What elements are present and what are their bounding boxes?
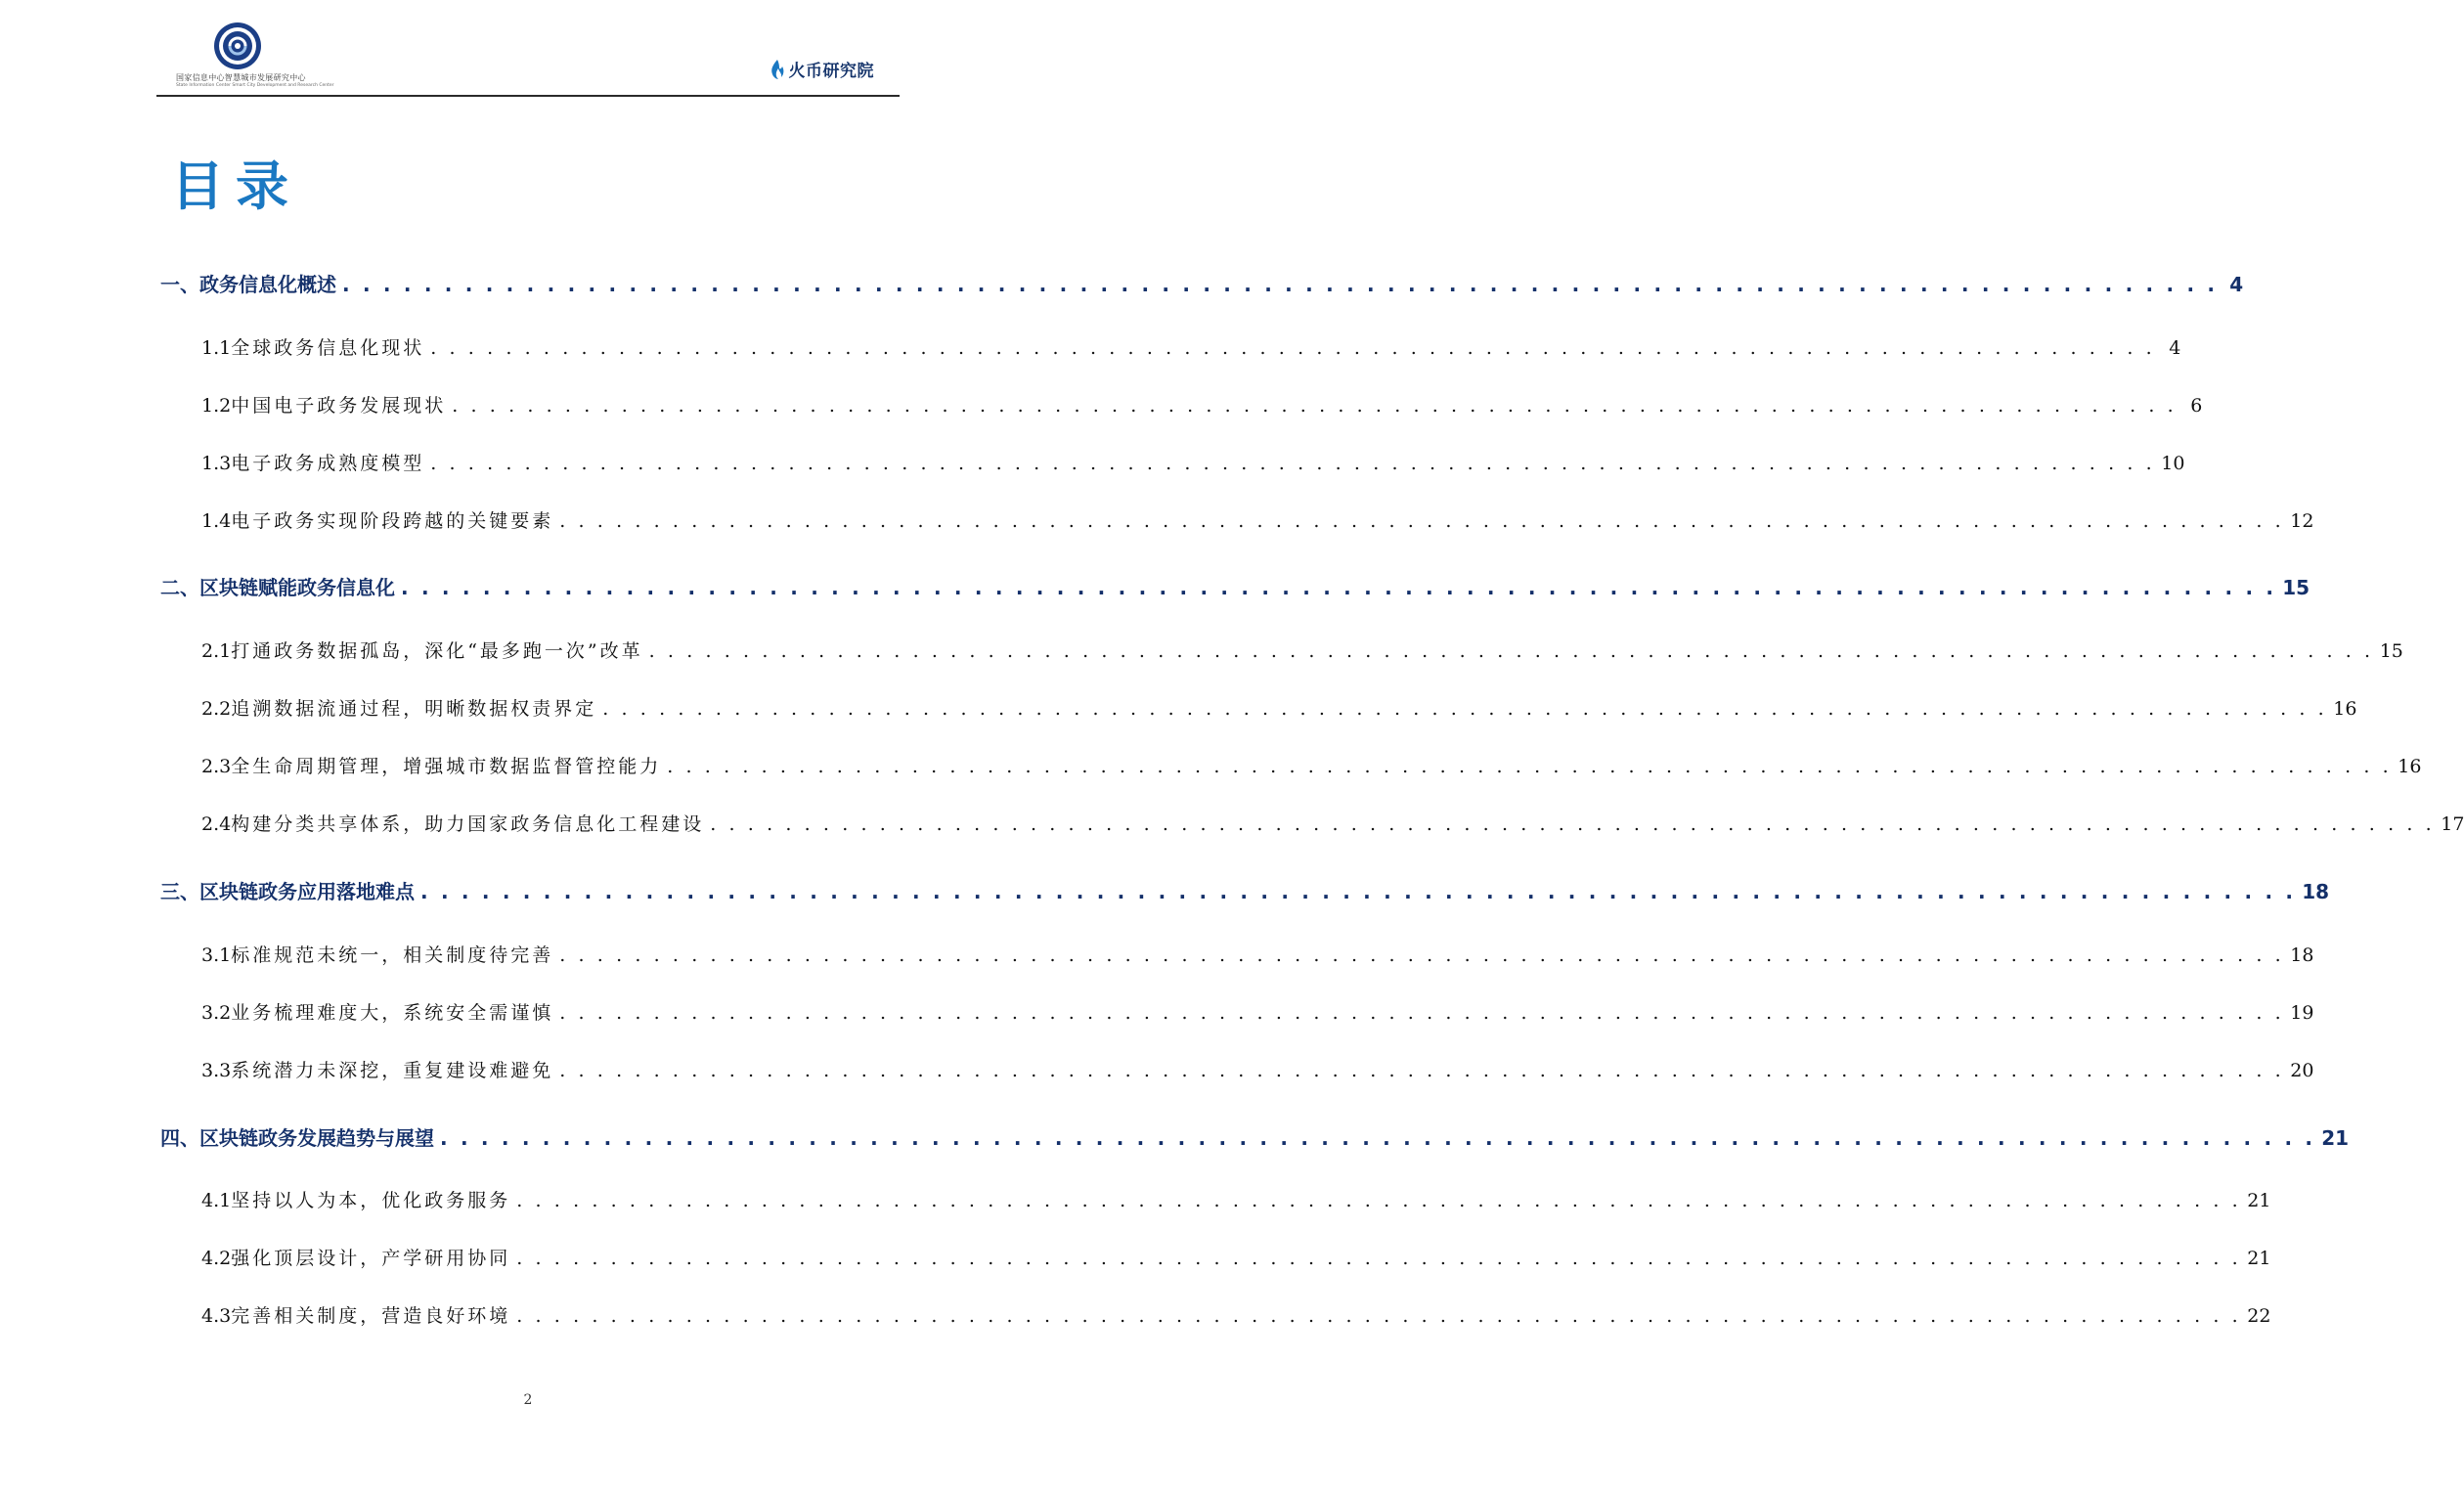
org-logo [176,22,334,88]
toc-page-number: 16 [2398,756,2422,777]
toc-leader-dots: . . . . . . . . . . . . . . . . . . . . . . . . . . . . . . . . . . . . . . . . . . . . . . . . . . . . . . . . . . . . . . . . . . . . . . . . . . . . . . . . . . . . . . . . . . . . [440,1126,2316,1150]
page-header [156,20,900,98]
toc-number: 2.4 [201,813,232,835]
toc-number: 3.3 [201,1060,232,1081]
toc-number: 3.2 [201,1002,232,1024]
toc-number: 1.4 [201,510,232,532]
toc-section-row[interactable] [156,694,2357,721]
toc-leader-dots: . . . . . . . . . . . . . . . . . . . . . . . . . . . . . . . . . . . . . . . . . . . . . . . . . . . . . . . . . . . . . . . . . . . . . . . . . . . . . . . . . . . . . . . . . . . . [602,698,2328,720]
toc-title: 全生命周期管理，增强城市数据监督管控能力 [231,756,662,777]
toc-page-number: 20 [2290,1060,2314,1081]
toc-title: 全球政务信息化现状 [231,337,425,359]
toc-number: 1.1 [201,337,232,359]
toc-chapter-row[interactable] [156,572,2310,600]
toc-page-number: 10 [2161,453,2185,474]
toc-title: 业务梳理难度大，系统安全需谨慎 [231,1002,554,1024]
toc-section-row[interactable] [156,941,2314,967]
toc-section-row[interactable] [156,1056,2314,1082]
toc-title: 电子政务成熟度模型 [231,453,425,474]
brand-name: 火币研究院 [788,62,874,81]
org-name-en: State Information Center Smart City Development and Research Center [176,83,334,88]
page-number: 2 [523,1392,533,1408]
toc-leader-dots: . . . . . . . . . . . . . . . . . . . . . . . . . . . . . . . . . . . . . . . . . . . . . . . . . . . . . . . . . . . . . . . . . . . . . . . . . . . . . . . . . . . . . . . . . . . . [516,1305,2242,1327]
toc-title: 标准规范未统一，相关制度待完善 [231,944,554,966]
org-seal-icon [213,22,262,70]
toc-number: 二、 [160,576,199,599]
toc-page-number: 12 [2290,510,2314,532]
toc-section-row[interactable] [156,810,2464,836]
toc-leader-dots: . . . . . . . . . . . . . . . . . . . . . . . . . . . . . . . . . . . . . . . . . . . . . . . . . . . . . . . . . . . . . . . . . . . . . . . . . . . . . . . . . . . . . . . . . . . . [559,510,2285,532]
toc-leader-dots: . . . . . . . . . . . . . . . . . . . . . . . . . . . . . . . . . . . . . . . . . . . . . . . . . . . . . . . . . . . . . . . . . . . . . . . . . . . . . . . . . . . . . . . . . . . . [516,1190,2242,1211]
toc-title: 坚持以人为本，优化政务服务 [231,1190,511,1211]
toc-number: 1.3 [201,453,232,474]
toc-chapter-row[interactable] [156,1122,2350,1151]
toc-number: 4.1 [201,1190,232,1211]
toc-leader-dots: . . . . . . . . . . . . . . . . . . . . . . . . . . . . . . . . . . . . . . . . . . . . . . . . . . . . . . . . . . . . . . . . . . . . . . . . . . . . . . . . . . . . . . . . . . . . [452,395,2178,417]
toc-title: 电子政务实现阶段跨越的关键要素 [231,510,554,532]
toc-page-number: 22 [2247,1305,2271,1327]
toc-page-number: 18 [2290,944,2314,966]
toc-number: 四、 [160,1126,199,1150]
toc-leader-dots: . . . . . . . . . . . . . . . . . . . . . . . . . . . . . . . . . . . . . . . . . . . . . . . . . . . . . . . . . . . . . . . . . . . . . . . . . . . . . . . . . . . . . . . . . . . . [667,756,2393,777]
toc-chapter-row[interactable] [156,269,2244,297]
toc-page-number: 15 [2379,640,2403,662]
toc-leader-dots: . . . . . . . . . . . . . . . . . . . . . . . . . . . . . . . . . . . . . . . . . . . . . . . . . . . . . . . . . . . . . . . . . . . . . . . . . . . . . . . . . . . . . . . . . . . . [559,1002,2285,1024]
brand-logo [770,57,875,81]
toc-leader-dots: . . . . . . . . . . . . . . . . . . . . . . . . . . . . . . . . . . . . . . . . . . . . . . . . . . . . . . . . . . . . . . . . . . . . . . . . . . . . . . . . . . . . . . . . . . . . [430,337,2156,359]
toc-title: 区块链政务应用落地难点 [199,880,415,903]
toc-leader-dots: . . . . . . . . . . . . . . . . . . . . . . . . . . . . . . . . . . . . . . . . . . . . . . . . . . . . . . . . . . . . . . . . . . . . . . . . . . . . . . . . . . . . . . . . . . . . [516,1248,2242,1269]
toc-chapter-row[interactable] [156,876,2330,904]
toc-section-row[interactable] [156,752,2422,778]
toc-section-row[interactable] [156,637,2403,663]
toc-leader-dots: . . . . . . . . . . . . . . . . . . . . . . . . . . . . . . . . . . . . . . . . . . . . . . . . . . . . . . . . . . . . . . . . . . . . . . . . . . . . . . . . . . . . . . . . . . . . [710,813,2436,835]
toc-section-row[interactable] [156,998,2314,1025]
toc-leader-dots: . . . . . . . . . . . . . . . . . . . . . . . . . . . . . . . . . . . . . . . . . . . . . . . . . . . . . . . . . . . . . . . . . . . . . . . . . . . . . . . . . . . . . . . . . . . . [342,273,2219,296]
toc-number: 2.3 [201,756,232,777]
toc-page-number: 17 [2441,813,2464,835]
toc-section-row[interactable] [156,1244,2271,1270]
toc-section-row[interactable] [156,1186,2271,1212]
toc-page-number: 15 [2282,576,2310,599]
toc-page-number: 4 [2229,273,2244,296]
toc-number: 3.1 [201,944,232,966]
toc-leader-dots: . . . . . . . . . . . . . . . . . . . . . . . . . . . . . . . . . . . . . . . . . . . . . . . . . . . . . . . . . . . . . . . . . . . . . . . . . . . . . . . . . . . . . . . . . . . . [420,880,2297,903]
toc-page-number: 21 [2247,1190,2271,1211]
toc-section-row[interactable] [156,391,2203,417]
header-divider [156,95,900,97]
toc-number: 一、 [160,273,199,296]
toc-number: 2.1 [201,640,232,662]
toc-page-number: 19 [2290,1002,2314,1024]
toc-number: 2.2 [201,698,232,720]
toc-title: 中国电子政务发展现状 [231,395,447,417]
toc-title: 区块链政务发展趋势与展望 [199,1126,434,1150]
toc-page-number: 21 [2321,1126,2350,1150]
toc-number: 1.2 [201,395,232,417]
toc-number: 4.3 [201,1305,232,1327]
flame-icon [770,59,785,80]
toc-page-number: 21 [2247,1248,2271,1269]
toc-leader-dots: . . . . . . . . . . . . . . . . . . . . . . . . . . . . . . . . . . . . . . . . . . . . . . . . . . . . . . . . . . . . . . . . . . . . . . . . . . . . . . . . . . . . . . . . . . . . [401,576,2277,599]
toc-title: 追溯数据流通过程，明晰数据权责界定 [231,698,597,720]
toc-section-row[interactable] [156,333,2181,360]
org-name: 国家信息中心智慧城市发展研究中心 [176,73,306,82]
toc-title: 强化顶层设计，产学研用协同 [231,1248,511,1269]
toc-title: 政务信息化概述 [199,273,336,296]
toc-number: 三、 [160,880,199,903]
toc-page-number: 18 [2302,880,2330,903]
toc-leader-dots: . . . . . . . . . . . . . . . . . . . . . . . . . . . . . . . . . . . . . . . . . . . . . . . . . . . . . . . . . . . . . . . . . . . . . . . . . . . . . . . . . . . . . . . . . . . . [559,1060,2285,1081]
toc-leader-dots: . . . . . . . . . . . . . . . . . . . . . . . . . . . . . . . . . . . . . . . . . . . . . . . . . . . . . . . . . . . . . . . . . . . . . . . . . . . . . . . . . . . . . . . . . . . . [648,640,2374,662]
toc-section-row[interactable] [156,506,2314,533]
toc-title: 完善相关制度，营造良好环境 [231,1305,511,1327]
toc-page-number: 16 [2333,698,2357,720]
toc-title: 构建分类共享体系，助力国家政务信息化工程建设 [231,813,705,835]
toc-title: 打通政务数据孤岛，深化“最多跑一次”改革 [231,640,643,662]
toc-leader-dots: . . . . . . . . . . . . . . . . . . . . . . . . . . . . . . . . . . . . . . . . . . . . . . . . . . . . . . . . . . . . . . . . . . . . . . . . . . . . . . . . . . . . . . . . . . . . [559,944,2285,966]
toc-leader-dots: . . . . . . . . . . . . . . . . . . . . . . . . . . . . . . . . . . . . . . . . . . . . . . . . . . . . . . . . . . . . . . . . . . . . . . . . . . . . . . . . . . . . . . . . . . . . [430,453,2156,474]
toc-number: 4.2 [201,1248,232,1269]
toc-page-number: 4 [2169,337,2181,359]
toc-section-row[interactable] [156,1301,2271,1328]
toc-title: 系统潜力未深挖，重复建设难避免 [231,1060,554,1081]
toc-title: 区块链赋能政务信息化 [199,576,395,599]
toc-page-number: 6 [2190,395,2203,417]
toc-section-row[interactable] [156,449,2185,475]
page-title: 目录 [171,155,300,217]
